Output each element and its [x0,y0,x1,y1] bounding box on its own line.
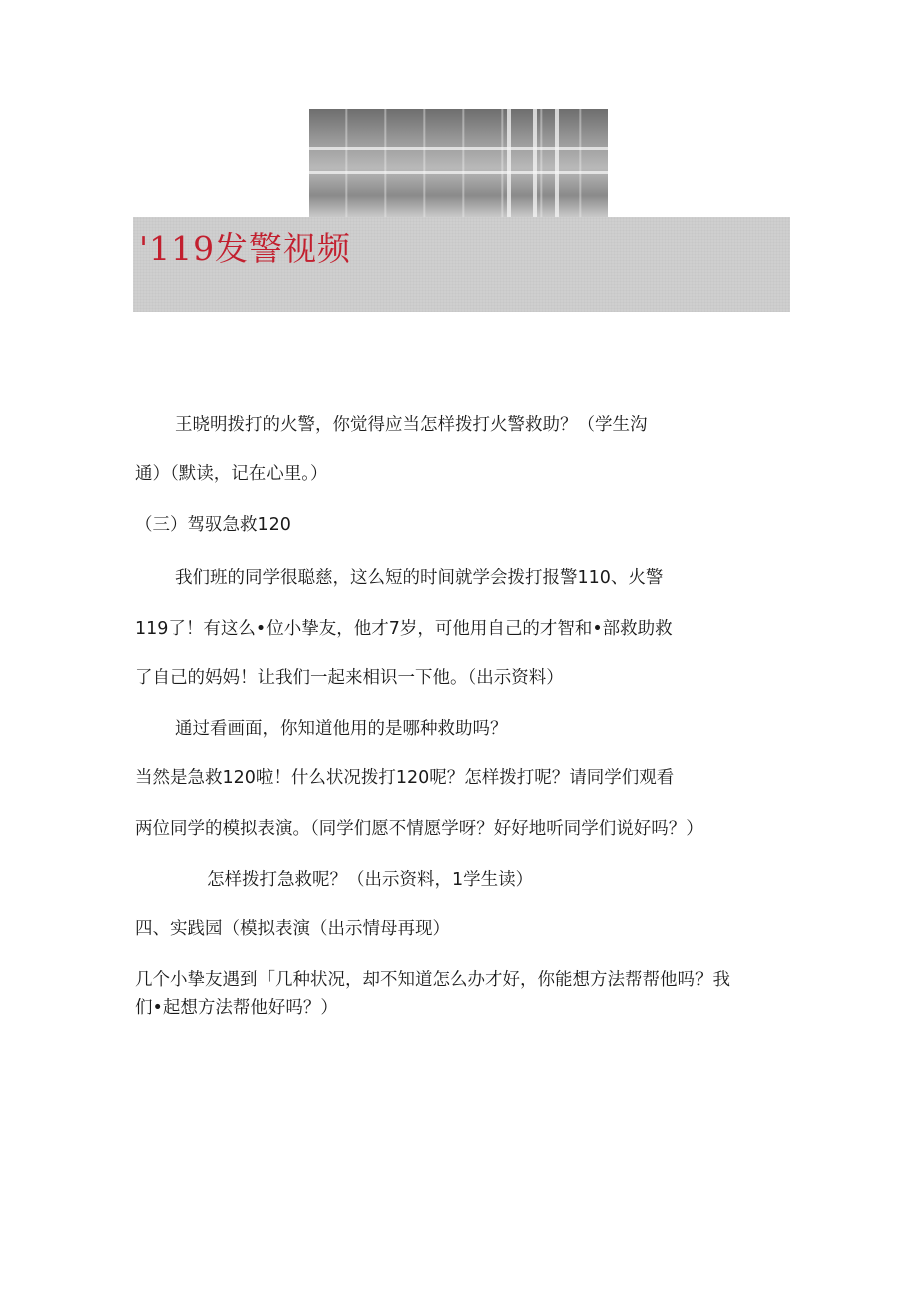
paragraph-line: 通过看画面，你知道他用的是哪种救助吗？ [175,719,508,739]
banner-title: '119发警视频 [139,229,352,268]
paragraph-line: 们•起想方法帮他好吗？） [135,998,338,1018]
paragraph-line: 几个小挚友遇到「几种状况，却不知道怎么办才好，你能想方法帮帮他吗？我 [135,970,730,990]
paragraph-line: 怎样拨打急救呢？（出示资料，1学生读） [207,870,534,890]
video-still-image [309,109,608,217]
paragraph-line: 通）（默读，记在心里。） [135,464,328,484]
paragraph-line: 我们班的同学很聪慈，这么短的时间就学会拨打报警110、火警 [175,568,664,588]
paragraph-line: 了自己的妈妈！让我们一起来相识一下他。（出示资料） [135,668,564,688]
video-banner [133,217,790,312]
section-heading: 四、实践园（模拟表演（出示情母再现） [135,919,450,939]
paragraph-line: 王晓明拨打的火警，你觉得应当怎样拨打火警救助？（学生沟 [175,415,648,435]
paragraph-line: 119了！有这么•位小挚友，他才7岁，可他用自己的才智和•部救助救 [135,619,673,639]
paragraph-line: 当然是急救120啦！什么状况拨打120呢？怎样拨打呢？请同学们观看 [135,768,675,788]
section-heading: （三）驾驭急救120 [135,515,291,535]
paragraph-line: 两位同学的模拟表演。（同学们愿不情愿学呀？好好地听同学们说好吗？） [135,819,704,839]
